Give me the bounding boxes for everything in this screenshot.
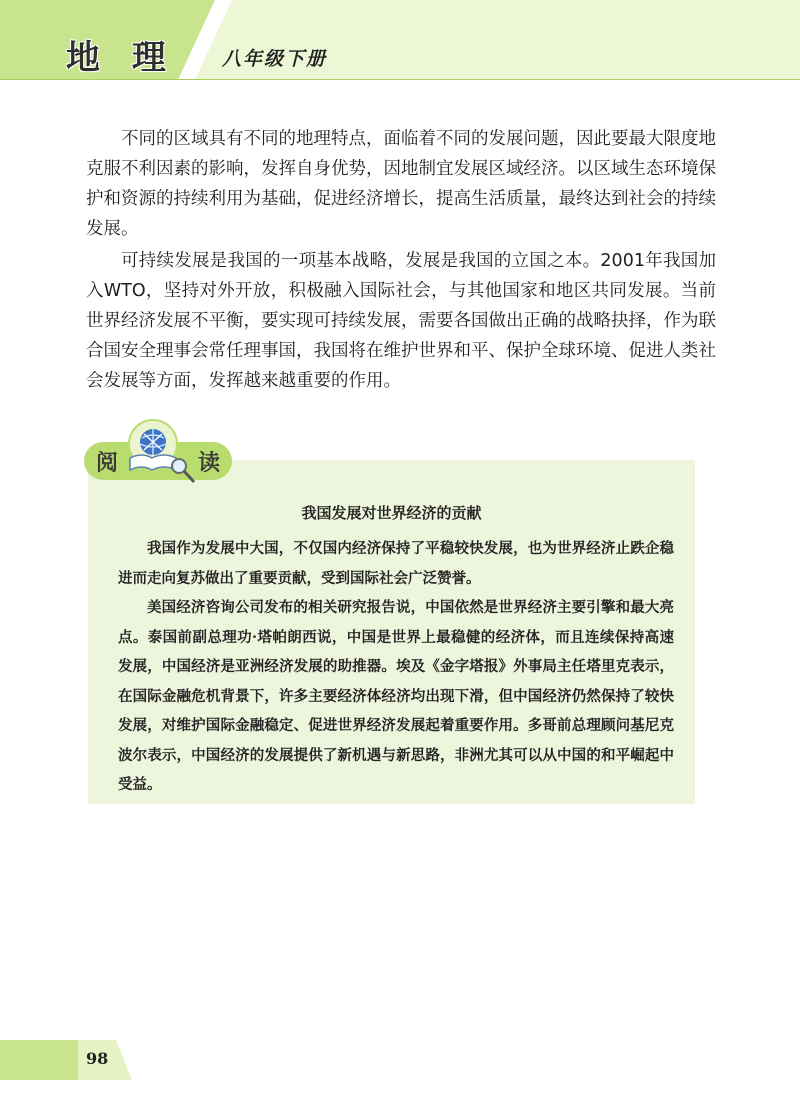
badge-char-2: 读 xyxy=(198,451,221,476)
grade-label: 八年级下册 xyxy=(222,48,328,70)
badge-char-1: 阅 xyxy=(96,451,119,476)
main-text xyxy=(86,124,716,398)
reading-title: 我国发展对世界经济的贡献 xyxy=(301,504,482,522)
body-paragraph-1: 不同的区域具有不同的地理特点，面临着不同的发展问题，因此要最大限度地克服不利因素的影响，发挥自身优势，因地制宜发展区域经济。以区域生态环境保护和资源的持续利用为基础，促进经济增长，提高生活质量，最终达到社会的持续发展。 xyxy=(86,129,716,239)
page-number: 98 xyxy=(86,1049,109,1068)
reading-paragraph-2: 美国经济咨询公司发布的相关研究报告说，中国依然是世界经济主要引擎和最大亮点。泰国前副总理功·塔帕朗西说，中国是世界上最稳健的经济体，而且连续保持高速发展，中国经济是亚洲经济发展的助推器。埃及《金字塔报》外事局主任塔里克表示，在国际金融危机背景下，许多主要经济体经济均出现下滑，但中国经济仍然保持了较快发展，对维护国际金融稳定、促进世界经济发展起着重要作用。多哥前总理顾问基尼克波尔表示，中国经济的发展提供了新机遇与新思路，非洲尤其可以从中国的和平崛起中受益。 xyxy=(118,599,674,793)
footer-band xyxy=(0,1040,140,1080)
body-paragraph-2: 可持续发展是我国的一项基本战略，发展是我国的立国之本。2001年我国加入WTO，坚持对外开放，积极融入国际社会，与其他国家和地区共同发展。当前世界经济发展不平衡，要实现可持续发展，需要各国做出正确的战略抉择，作为联合国安全理事会常任理事国，我国将在维护世界和平、保护全球环境、促进人类社会发展等方面，发挥越来越重要的作用。 xyxy=(86,251,716,391)
reading-text xyxy=(118,534,674,800)
reading-paragraph-1: 我国作为发展中大国，不仅国内经济保持了平稳较快发展，也为世界经济止跌企稳进而走向复苏做出了重要贡献，受到国际社会广泛赞誉。 xyxy=(118,540,674,587)
subject-title: 地 理 xyxy=(66,38,176,78)
